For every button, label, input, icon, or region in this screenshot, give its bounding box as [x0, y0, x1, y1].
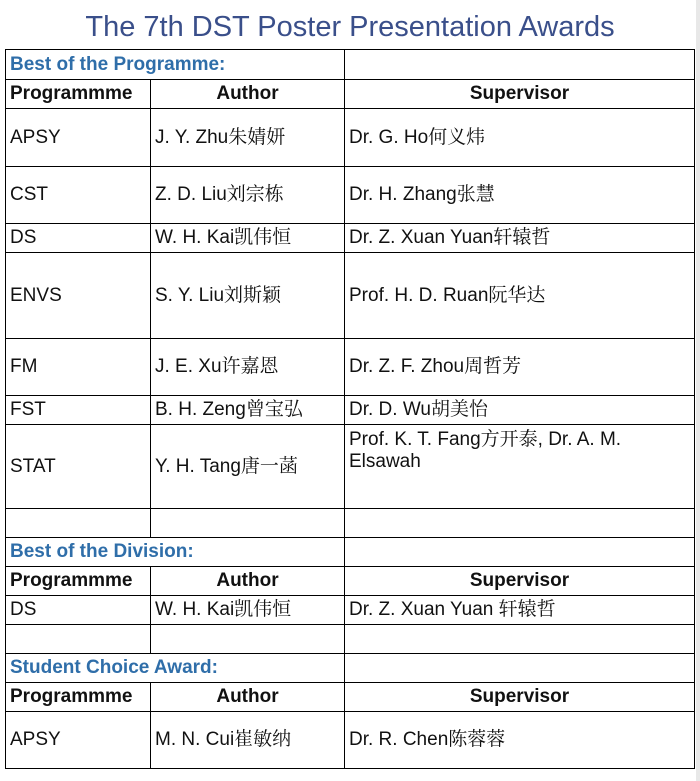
awards-table	[5, 49, 695, 769]
programme-cell: CST	[6, 167, 151, 224]
header-programme: Programmme	[6, 80, 151, 109]
empty-cell	[151, 625, 345, 654]
header-author: Author	[151, 683, 345, 712]
empty-cell	[345, 509, 695, 538]
section-heading-programme: Best of the Programme:	[6, 50, 345, 80]
table-row	[6, 596, 695, 625]
table-row	[6, 339, 695, 396]
author-cell: Y. H. Tang唐一菡	[151, 425, 345, 509]
table-row	[6, 396, 695, 425]
programme-cell: FST	[6, 396, 151, 425]
supervisor-cell: Dr. H. Zhang张慧	[345, 167, 695, 224]
author-cell: M. N. Cui崔敏纳	[151, 712, 345, 769]
table-row	[6, 253, 695, 339]
supervisor-cell: Dr. Z. Xuan Yuan轩辕哲	[345, 224, 695, 253]
programme-cell: APSY	[6, 712, 151, 769]
author-cell: W. H. Kai凯伟恒	[151, 596, 345, 625]
window-edge	[696, 0, 700, 781]
header-author: Author	[151, 567, 345, 596]
empty-cell	[151, 509, 345, 538]
supervisor-cell: Dr. G. Ho何义炜	[345, 109, 695, 167]
empty-cell	[345, 50, 695, 80]
programme-cell: DS	[6, 224, 151, 253]
empty-cell	[6, 625, 151, 654]
empty-row	[6, 509, 695, 538]
section-heading-division: Best of the Division:	[6, 538, 345, 567]
author-cell: Z. D. Liu刘宗栋	[151, 167, 345, 224]
author-cell: B. H. Zeng曾宝弘	[151, 396, 345, 425]
supervisor-cell: Dr. R. Chen陈蓉蓉	[345, 712, 695, 769]
table-row	[6, 425, 695, 509]
section-heading-row	[6, 50, 695, 80]
table-row	[6, 224, 695, 253]
table-row	[6, 712, 695, 769]
supervisor-cell: Prof. K. T. Fang方开泰, Dr. A. M. Elsawah	[345, 425, 695, 509]
supervisor-cell: Prof. H. D. Ruan阮华达	[345, 253, 695, 339]
header-programme: Programmme	[6, 567, 151, 596]
header-supervisor: Supervisor	[345, 683, 695, 712]
header-supervisor: Supervisor	[345, 80, 695, 109]
header-row	[6, 683, 695, 712]
empty-cell	[345, 625, 695, 654]
empty-cell	[6, 509, 151, 538]
section-heading-row	[6, 538, 695, 567]
author-cell: J. E. Xu许嘉恩	[151, 339, 345, 396]
programme-cell: APSY	[6, 109, 151, 167]
table-row	[6, 167, 695, 224]
empty-row	[6, 625, 695, 654]
programme-cell: ENVS	[6, 253, 151, 339]
author-cell: W. H. Kai凯伟恒	[151, 224, 345, 253]
programme-cell: FM	[6, 339, 151, 396]
empty-cell	[345, 538, 695, 567]
header-programme: Programmme	[6, 683, 151, 712]
page-title: The 7th DST Poster Presentation Awards	[85, 11, 615, 43]
table-row	[6, 109, 695, 167]
author-cell: S. Y. Liu刘斯颖	[151, 253, 345, 339]
header-row	[6, 567, 695, 596]
supervisor-cell: Dr. D. Wu胡美怡	[345, 396, 695, 425]
empty-cell	[345, 654, 695, 683]
header-supervisor: Supervisor	[345, 567, 695, 596]
header-row	[6, 80, 695, 109]
supervisor-cell: Dr. Z. Xuan Yuan 轩辕哲	[345, 596, 695, 625]
programme-cell: STAT	[6, 425, 151, 509]
author-cell: J. Y. Zhu朱婧妍	[151, 109, 345, 167]
section-heading-row	[6, 654, 695, 683]
programme-cell: DS	[6, 596, 151, 625]
header-author: Author	[151, 80, 345, 109]
supervisor-cell: Dr. Z. F. Zhou周哲芳	[345, 339, 695, 396]
section-heading-student-choice: Student Choice Award:	[6, 654, 345, 683]
